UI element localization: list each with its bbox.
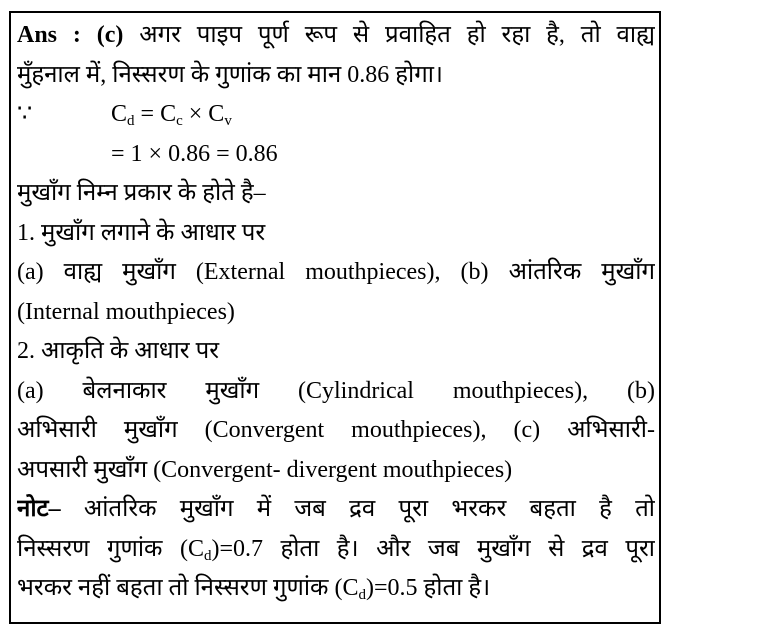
answer-line-2: मुँहनाल में, निस्सरण के गुणांक का मान 0.86 होगा। bbox=[17, 61, 444, 88]
note-text: आंतरिक मुखाँग में जब द्रव पूरा भरकर बहता है तो bbox=[83, 496, 655, 522]
point-2-line-3: अपसारी मुखाँग (Convergent- divergent mouthpieces) bbox=[17, 456, 513, 483]
answer-box bbox=[9, 11, 661, 624]
answer-label: Ans : (c) bbox=[17, 22, 124, 48]
types-intro: मुखाँग निम्न प्रकार के होते है– bbox=[17, 180, 266, 206]
note-line-3: भरकर नहीं बहता तो निस्सरण गुणांक $(C_d)=0.5$ होता है। bbox=[17, 575, 491, 603]
calculation-line: = 1 × 0.86 = 0.86 bbox=[111, 140, 278, 167]
point-2-line-1: (a) बेलनाकार मुखाँग (Cylindrical mouthpieces), (b) bbox=[17, 377, 655, 404]
point-1-line-1: (a) वाह्य मुखाँग (External mouthpieces), (b) आंतरिक मुखाँग bbox=[17, 259, 655, 285]
note-line-1 bbox=[17, 490, 655, 530]
because-symbol: ∵ bbox=[17, 101, 33, 127]
note-line-2: निस्सरण गुणांक $(C_d)=0.7$ होता है। और जब मुखाँग से द्रव पूरा bbox=[17, 535, 655, 564]
answer-line-1 bbox=[17, 16, 655, 56]
point-1-heading: 1. मुखाँग लगाने के आधार पर bbox=[17, 219, 266, 246]
answer-text: अगर पाइप पूर्ण रूप से प्रवाहित हो रहा है, तो वाह्य bbox=[139, 22, 655, 48]
note-label: नोट– bbox=[17, 496, 61, 522]
formula-line bbox=[17, 95, 655, 135]
point-2-line-2: अभिसारी मुखाँग (Convergent mouthpieces), (c) अभिसारी- bbox=[17, 417, 655, 443]
point-2-heading: 2. आकृति के आधार पर bbox=[17, 338, 220, 364]
point-1-line-2: (Internal mouthpieces) bbox=[17, 298, 235, 325]
formula: $C_d = C_c \times C_v$ bbox=[111, 101, 232, 129]
